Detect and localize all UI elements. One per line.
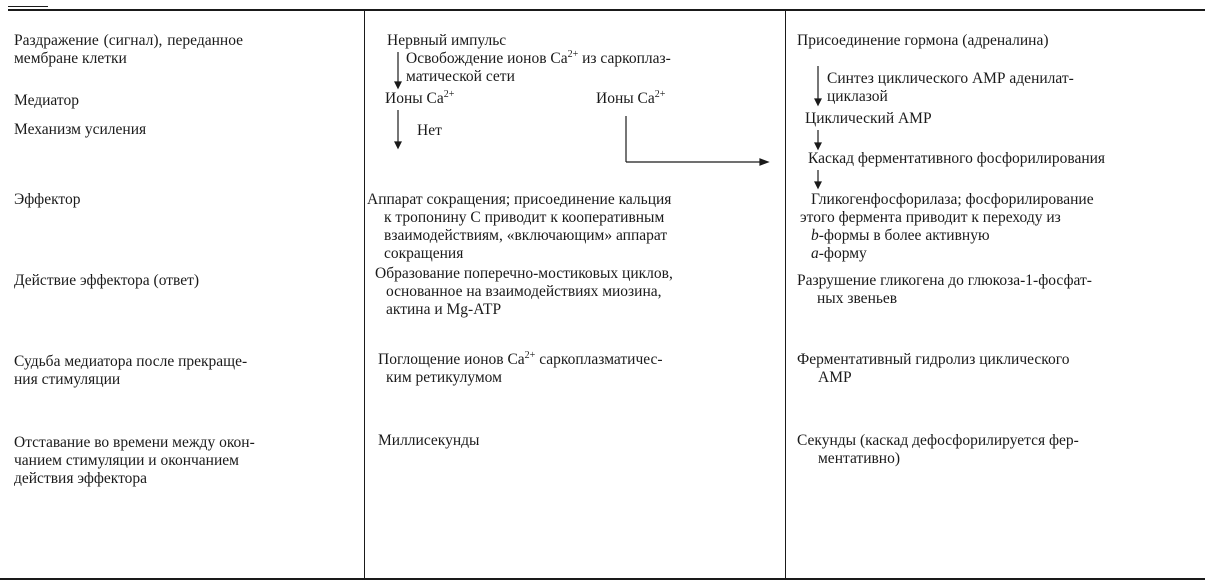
hormone-fate-line1: Ферментативный гидролиз циклического xyxy=(797,351,1070,368)
muscle-signal-line3: матической сети xyxy=(406,68,515,85)
arrow-hormone-1-head xyxy=(815,99,821,105)
muscle-effector-line1: Аппарат сокращения; присоединение кальция xyxy=(367,191,672,208)
arrow-hormone-3-head xyxy=(815,182,821,188)
muscle-mediator-a: Ионы $Са^{2+}$ xyxy=(385,88,455,107)
muscle-response-line1: Образование поперечно-мостиковых циклов, xyxy=(375,265,673,282)
muscle-mediator-b: Ионы $Са^{2+}$ xyxy=(596,88,666,107)
label-signal-line1: Раздражение (сигнал), переданное xyxy=(14,32,244,49)
hormone-mediator-line1: Синтез циклического АМР аденилат- xyxy=(827,70,1074,87)
muscle-lag: Миллисекунды xyxy=(378,432,480,449)
hormone-effector-line3: b-формы в более активную xyxy=(811,227,990,244)
hormone-lag-line1: Секунды (каскад дефосфорилируется фер- xyxy=(797,432,1079,449)
arrow-muscle-3-head xyxy=(760,159,768,165)
muscle-amplification: Нет xyxy=(417,122,442,139)
hormone-amplification-line2: Каскад ферментативного фосфорилирования xyxy=(808,150,1106,167)
hormone-response-line2: ных звеньев xyxy=(817,290,898,307)
hormone-effector-line4: a-форму xyxy=(811,245,867,262)
arrow-hormone-2-head xyxy=(815,143,821,149)
hormone-effector-line1: Гликогенфосфорилаза; фосфорилирование xyxy=(811,191,1094,208)
muscle-fate-line1: Поглощение ионов $Са^{2+}$ саркоплазматичес- xyxy=(378,349,663,368)
hormone-amplification-line1: Циклический АМР xyxy=(805,110,932,127)
hormone-lag-line2: ментативно) xyxy=(818,450,901,467)
label-lag-line2: чанием стимуляции и окончанием xyxy=(14,452,239,469)
arrow-muscle-2-head xyxy=(395,142,401,148)
muscle-effector-line2: к тропонину С приводит к кооперативным xyxy=(384,209,665,226)
hormone-response-line1: Разрушение гликогена до глюкоза-1-фосфат- xyxy=(797,272,1092,289)
muscle-fate-line2: ким ретикулумом xyxy=(386,369,502,386)
muscle-effector-line4: сокращения xyxy=(384,245,464,262)
muscle-response-line2: основанное на взаимодействиях миозина, xyxy=(386,283,662,300)
arrow-muscle-1-head xyxy=(395,82,401,88)
label-effector: Эффектор xyxy=(14,191,81,208)
label-fate-line1: Судьба медиатора после прекраще- xyxy=(14,353,248,370)
muscle-effector-line3: взаимодействиям, «включающим» аппарат xyxy=(384,227,668,244)
hormone-effector-line2: этого фермента приводит к переходу из xyxy=(800,209,1061,226)
hormone-signal: Присоединение гормона (адреналина) xyxy=(797,32,1049,49)
label-fate-line2: ния стимуляции xyxy=(14,371,121,388)
hormone-fate-line2: АМР xyxy=(818,369,852,386)
hormone-mediator-line2: циклазой xyxy=(827,88,888,105)
label-response: Действие эффектора (ответ) xyxy=(14,272,200,289)
label-amplification: Механизм усиления xyxy=(14,121,147,138)
label-mediator: Медиатор xyxy=(14,92,79,109)
muscle-signal-line1: Нервный импульс xyxy=(387,32,507,49)
label-lag-line3: действия эффектора xyxy=(14,470,148,487)
muscle-signal-line2: Освобождение ионов $Са^{2+}$ из саркоплаз- xyxy=(406,48,671,67)
label-signal-line2: мембране клетки xyxy=(14,50,127,67)
muscle-response-line3: актина и Mg-АТР xyxy=(386,301,502,318)
label-lag-line1: Отставание во времени между окон- xyxy=(14,434,255,451)
